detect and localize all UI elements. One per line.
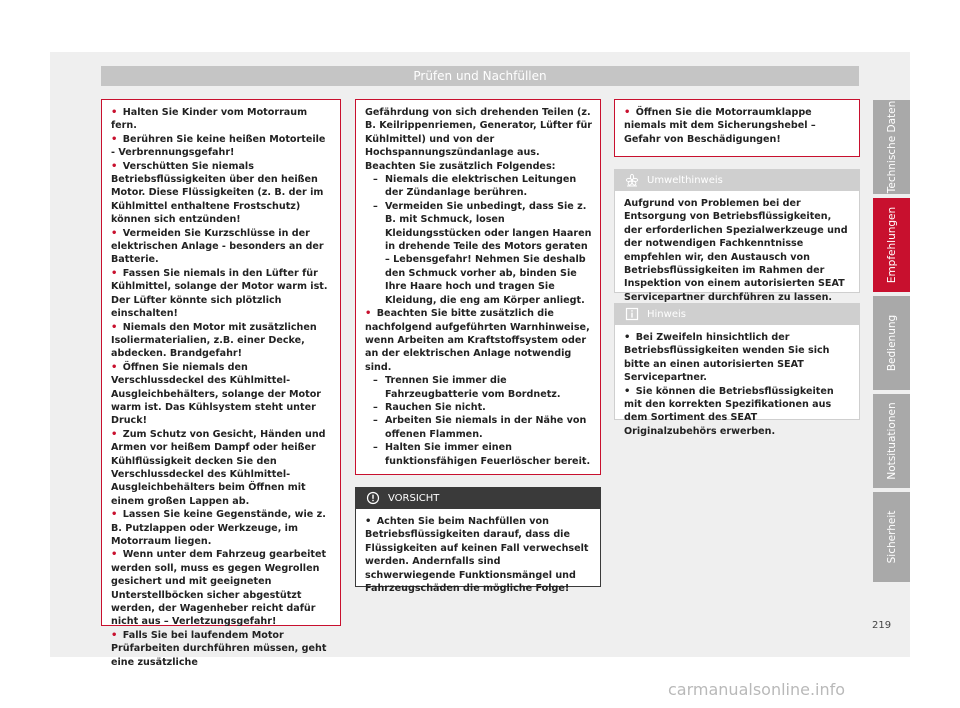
list-item: • Zum Schutz von Gesicht, Händen und Armen vor heißem Dampf oder heißer Kühlflüssigkeit decken Sie den Verschlussdeckel des Kühlmittel-Ausgleichbehälters beim Öffnen mit einem großen Lappen ab. [111,428,326,507]
page-number: 219 [872,620,892,631]
dash-item: – Vermeiden Sie unbedingt, dass Sie z. B. mit Schmuck, losen Kleidungsstücken oder langen Haaren in drehende Teile des Motors geraten – Lebensgefahr! Nehmen Sie deshalb den Schmuck vorher ab, binden Sie Ihre Haare hoch und tragen Sie Kleidung, die eng am Körper anliegt. [373,200,592,306]
flower-icon [625,173,639,187]
list-item: • Fassen Sie niemals in den Lüfter für Kühlmittel, solange der Motor warm ist. Der Lüfter könnte sich plötzlich einschalten! [111,267,328,320]
caution-title: VORSICHT [388,493,440,504]
list-item: • Falls Sie bei laufendem Motor Prüfarbeiten durchführen müssen, geht eine zusätzliche [111,629,327,668]
note-title: Hinweis [647,309,686,320]
caution-icon [366,491,380,505]
tab-bedienung[interactable]: Bedienung [873,296,910,390]
info-icon [625,307,639,321]
note-title-bar [615,304,859,325]
list-item: • Wenn unter dem Fahrzeug gearbeitet werden soll, muss es gegen Wegrollen gesichert und mit geeigneten Unterstellböcken sicher abgestützt werden, der Wagenheber reicht dafür nicht aus – Verletzungsgefahr! [111,549,327,628]
tab-technische-daten[interactable]: Technische Daten [873,100,910,194]
caution-title-bar [356,488,600,509]
list-item: • Öffnen Sie die Motorraumklappe niemals mit dem Sicherungshebel – Gefahr von Beschädigungen! [624,107,816,145]
tab-notsituationen[interactable]: Notsituationen [873,394,910,488]
watermark: carmanualsonline.info [668,680,846,699]
list-item: • Halten Sie Kinder vom Motorraum fern. [111,107,308,132]
environment-note-box [614,169,860,303]
dash-item: – Rauchen Sie nicht. [373,401,486,413]
list-item: • Bei Zweifeln hinsichtlich der Betriebsflüssigkeiten wenden Sie sich bitte an einen autorisierten SEAT Servicepartner. [624,332,830,384]
warning-column-3 [614,99,860,157]
environment-title-bar [615,170,859,191]
list-item: • Verschütten Sie niemals Betriebsflüssigkeiten über den heißen Motor. Diese Flüssigkeiten (z. B. der im Kühlmittel enthaltene Frostschutz) können sich entzünden! [111,160,324,226]
dash-item: – Arbeiten Sie niemals in der Nähe von offenen Flammen. [373,415,587,440]
list-item: • Beachten Sie bitte zusätzlich die nachfolgend aufgeführten Warnhinweise, wenn Arbeiten am Kraftstoffsystem oder an der elektrischen Anlage notwendig sind. [365,308,590,373]
tab-sicherheit[interactable]: Sicherheit [873,492,910,582]
environment-title: Umwelthinweis [647,175,723,186]
list-item: • Niemals den Motor mit zusätzlichen Isoliermaterialien, z.B. einer Decke, abdecken. Brandgefahr! [111,321,317,360]
tab-empfehlungen[interactable]: Empfehlungen [873,198,910,292]
note-box [614,303,860,437]
list-item: • Sie können die Betriebsflüssigkeiten mit den korrekten Spezifikationen aus dem Sortiment des SEAT Originalzubehörs erwerben. [624,385,834,437]
list-item: • Berühren Sie keine heißen Motorteile - Verbrennungsgefahr! [111,133,326,159]
caution-box [355,487,601,595]
list-item: • Achten Sie beim Nachfüllen von Betriebsflüssigkeiten darauf, dass die Flüssigkeiten auf keinen Fall verwechselt werden. Andernfalls sind schwerwiegende Funktionsmängel und Fahrzeugschäden die mögliche Folge! [365,516,589,595]
list-item: • Lassen Sie keine Gegenstände, wie z. B. Putzlappen oder Werkzeuge, im Motorraum liegen. [111,509,326,547]
warning-column-2 [355,99,601,475]
dash-item: – Trennen Sie immer die Fahrzeugbatterie vom Bordnetz. [373,375,561,400]
page-header: Prüfen und Nachfüllen [101,66,859,86]
intro-text: Gefährdung von sich drehenden Teilen (z. B. Keilrippenriemen, Generator, Lüfter für Kühlmittel) und von der Hochspannungszündanlage aus. Beachten Sie zusätzlich Folgendes: [365,107,593,172]
warning-column-1 [101,99,341,668]
list-item: • Öffnen Sie niemals den Verschlussdeckel des Kühlmittel-Ausgleichbehälters, solange der Motor warm ist. Das Kühlsystem steht unter Druck! [111,361,322,427]
environment-text: Aufgrund von Problemen bei der Entsorgung von Betriebsflüssigkeiten, der erforderlichen Spezialwerkzeuge und der notwendigen Fachkenntnisse empfehlen wir, den Austausch von Betriebsflüssigkeiten im Rahmen der Inspektion von einem autorisierten SEAT Servicepartner durchführen zu lassen. [624,198,848,303]
dash-item: – Halten Sie immer einen funktionsfähigen Feuerlöscher bereit. [373,442,591,467]
dash-item: – Niemals die elektrischen Leitungen der Zündanlage berühren. [373,174,577,199]
list-item: • Vermeiden Sie Kurzschlüsse in der elektrischen Anlage - besonders an der Batterie. [111,227,324,266]
